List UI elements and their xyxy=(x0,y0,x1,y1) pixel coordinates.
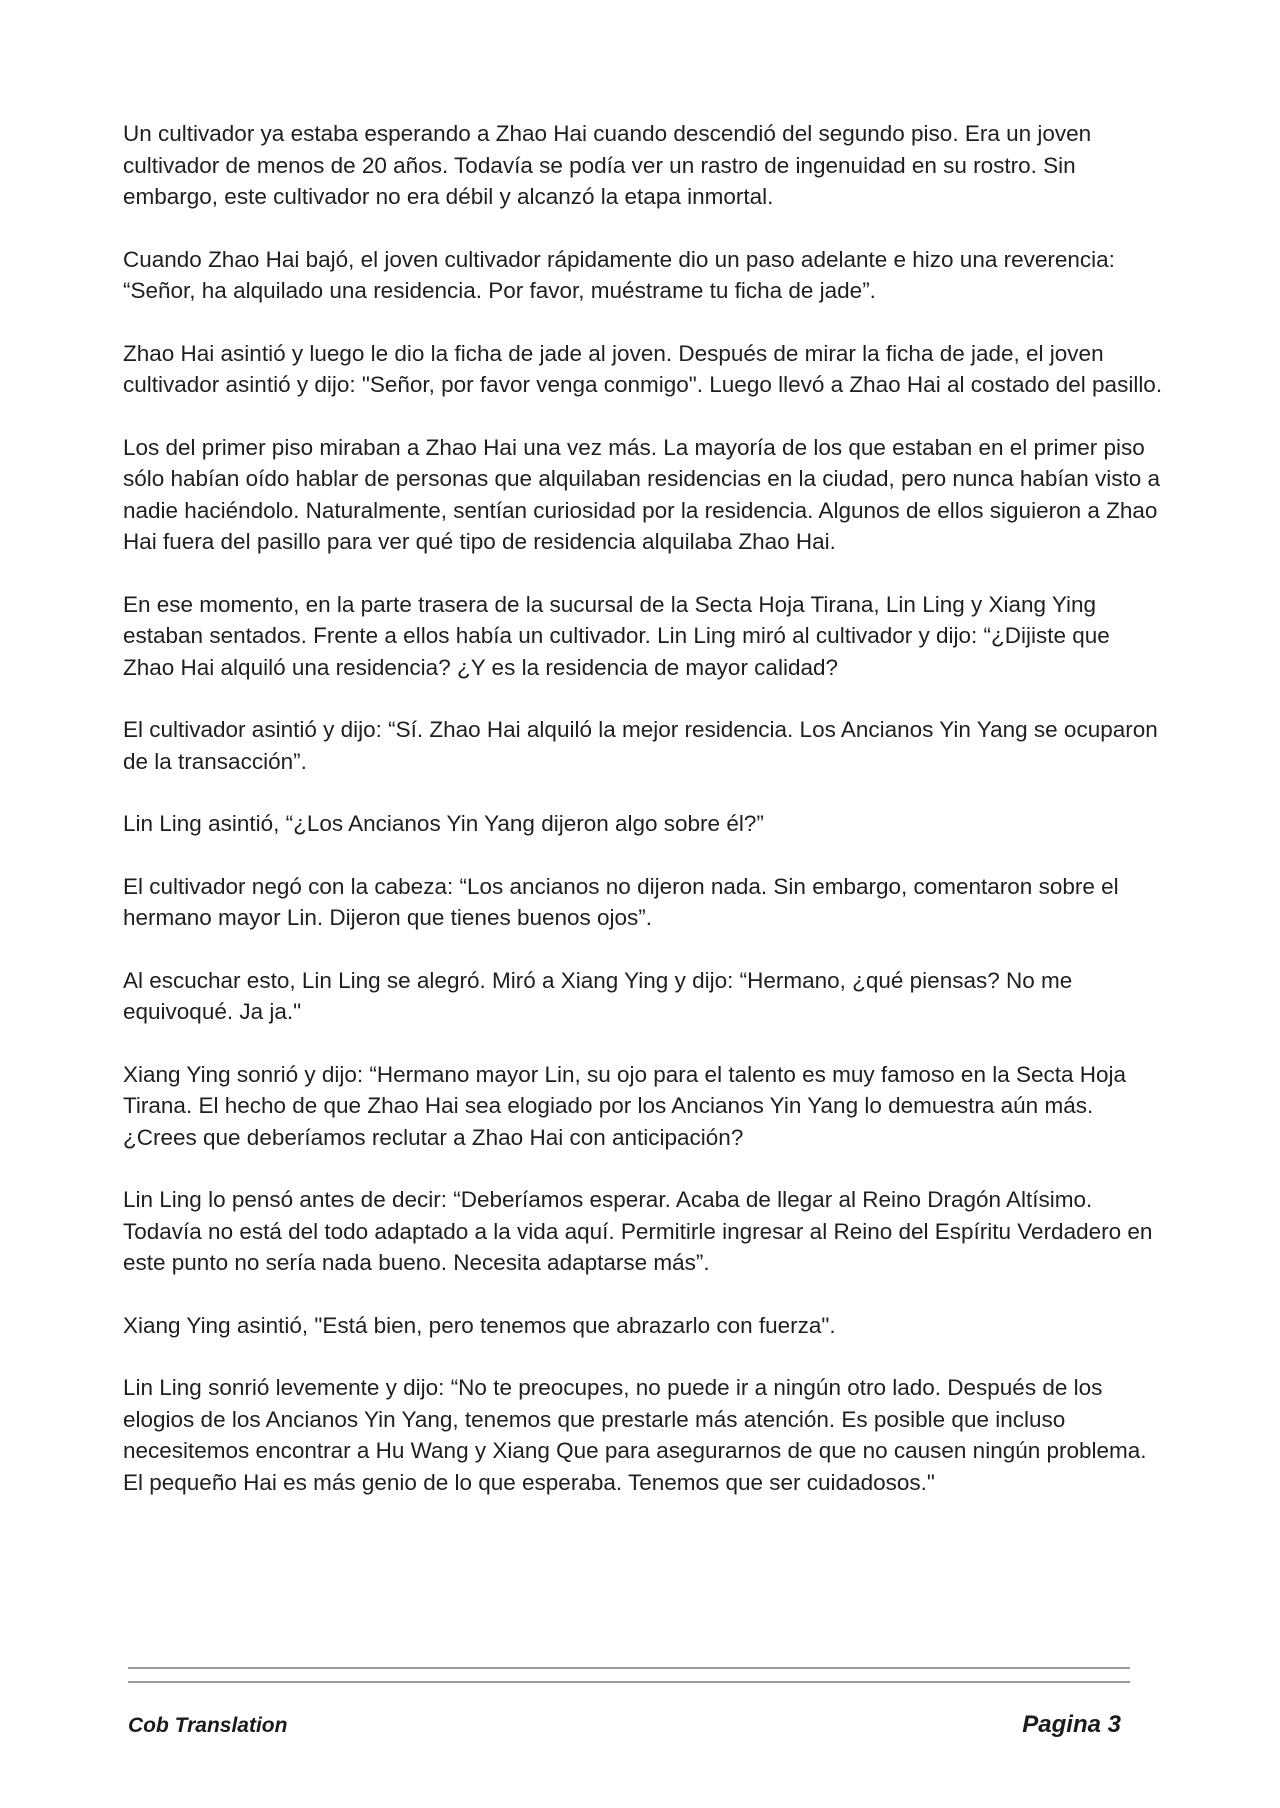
paragraph: Un cultivador ya estaba esperando a Zhao Hai cuando descendió del segundo piso. Era un joven cultivador de menos de 20 años. Todavía se podía ver un rastro de ingenuidad en su rostro. Sin embargo, este cultivador no era débil y alcanzó la etapa inmortal. xyxy=(123,121,1092,209)
footer-divider-bottom xyxy=(128,1681,1130,1683)
paragraph: Lin Ling asintió, “¿Los Ancianos Yin Yang dijeron algo sobre él?” xyxy=(123,811,764,836)
paragraph: Lin Ling lo pensó antes de decir: “Deberíamos esperar. Acaba de llegar al Reino Dragón Altísimo. Todavía no está del todo adaptado a la vida aquí. Permitirle ingresar al Reino del Espíritu Verdadero en este punto no sería nada bueno. Necesita adaptarse más”. xyxy=(123,1187,1153,1275)
paragraph: El cultivador asintió y dijo: “Sí. Zhao Hai alquiló la mejor residencia. Los Ancianos Yin Yang se ocuparon de la transacción”. xyxy=(123,717,1158,774)
footer-page-number: Pagina 3 xyxy=(1022,1711,1121,1738)
paragraph: Al escuchar esto, Lin Ling se alegró. Miró a Xiang Ying y dijo: “Hermano, ¿qué piensas? No me equivoqué. Ja ja." xyxy=(123,967,1073,1024)
body-text xyxy=(123,118,1163,1529)
footer-translator-credit: Cob Translation xyxy=(128,1714,288,1737)
paragraph: Xiang Ying sonrió y dijo: “Hermano mayor Lin, su ojo para el talento es muy famoso en la Secta Hoja Tirana. El hecho de que Zhao Hai sea elogiado por los Ancianos Yin Yang lo demuestra aún más. ¿Crees que deberíamos reclutar a Zhao Hai con anticipación? xyxy=(123,1061,1127,1150)
footer-divider-top xyxy=(128,1667,1130,1669)
paragraph: Xiang Ying asintió, "Está bien, pero tenemos que abrazarlo con fuerza". xyxy=(123,1312,836,1338)
paragraph: Zhao Hai asintió y luego le dio la ficha de jade al joven. Después de mirar la ficha de jade, el joven cultivador asintió y dijo: "Señor, por favor venga conmigo". Luego llevó a Zhao Hai al costado del pasillo. xyxy=(123,340,1163,397)
paragraph: Cuando Zhao Hai bajó, el joven cultivador rápidamente dio un paso adelante e hizo una reverencia: “Señor, ha alquilado una residencia. Por favor, muéstrame tu ficha de jade”. xyxy=(123,246,1115,303)
paragraph: El cultivador negó con la cabeza: “Los ancianos no dijeron nada. Sin embargo, comentaron sobre el hermano mayor Lin. Dijeron que tienes buenos ojos”. xyxy=(123,873,1119,930)
paragraph: Los del primer piso miraban a Zhao Hai una vez más. La mayoría de los que estaban en el primer piso sólo habían oído hablar de personas que alquilaban residencias en la ciudad, pero nunca habían visto a nadie haciéndolo. Naturalmente, sentían curiosidad por la residencia. Algunos de ellos siguieron a Zhao Hai fuera del pasillo para ver qué tipo de residencia alquilaba Zhao Hai. xyxy=(123,434,1160,554)
paragraph: En ese momento, en la parte trasera de la sucursal de la Secta Hoja Tirana, Lin Ling y Xiang Ying estaban sentados. Frente a ellos había un cultivador. Lin Ling miró al cultivador y dijo: “¿Dijiste que Zhao Hai alquiló una residencia? ¿Y es la residencia de mayor calidad? xyxy=(123,591,1110,680)
paragraph: Lin Ling sonrió levemente y dijo: “No te preocupes, no puede ir a ningún otro lado. Después de los elogios de los Ancianos Yin Yang, tenemos que prestarle más atención. Es posible que incluso necesitemos encontrar a Hu Wang y Xiang Que para asegurarnos de que no causen ningún problema. El pequeño Hai es más genio de lo que esperaba. Tenemos que ser cuidadosos." xyxy=(123,1375,1147,1495)
